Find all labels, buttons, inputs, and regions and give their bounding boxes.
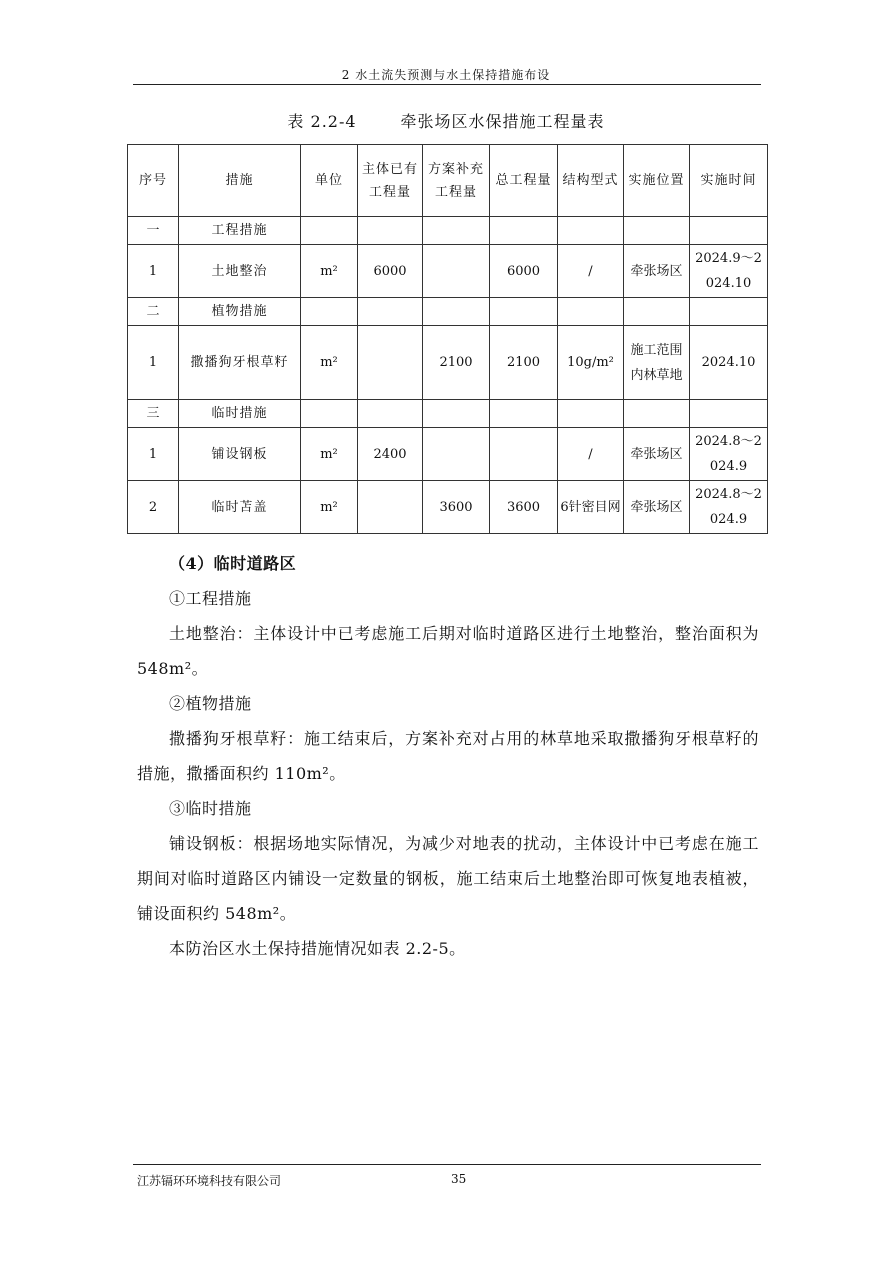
cell-measure: 工程措施: [179, 217, 301, 245]
header-rule: [133, 84, 761, 85]
cell-supplement-qty: 2100: [423, 326, 490, 400]
running-header: 2 水土流失预测与水土保持措施布设: [341, 68, 551, 82]
cell-time: 2024.9～2024.10: [690, 245, 768, 298]
cell-index: 2: [128, 481, 179, 534]
table-row: [128, 245, 768, 298]
cell: [558, 400, 624, 428]
cell: [423, 217, 490, 245]
cell-measure: 临时苫盖: [179, 481, 301, 534]
cell: [490, 217, 558, 245]
subheading-temporary: ③临时措施: [169, 799, 252, 818]
cell-location: 牵张场区: [624, 428, 690, 481]
footer-rule: [133, 1164, 761, 1165]
cell: [358, 400, 423, 428]
cell: [690, 298, 768, 326]
cell-index: 1: [128, 245, 179, 298]
cell-index: 1: [128, 326, 179, 400]
paragraph: 本防治区水土保持措施情况如表 2.2-5。: [169, 939, 466, 958]
col-header: 实施时间: [690, 145, 768, 217]
paragraph: 铺设钢板：根据场地实际情况，为减少对地表的扰动，主体设计中已考虑在施工期间对临时道路区内铺设一定数量的钢板，施工结束后土地整治即可恢复地表植被，铺设面积约 548m²。: [137, 834, 759, 923]
cell-structure: 10g/m²: [558, 326, 624, 400]
category-row: [128, 400, 768, 428]
cell: [423, 298, 490, 326]
col-header: 结构型式: [558, 145, 624, 217]
cell: [624, 298, 690, 326]
col-header: 实施位置: [624, 145, 690, 217]
cell-supplement-qty: [423, 428, 490, 481]
cell-structure: /: [558, 428, 624, 481]
cell-index: 一: [128, 217, 179, 245]
cell: [423, 400, 490, 428]
subheading-engineering: ①工程措施: [169, 589, 252, 608]
cell: [301, 298, 358, 326]
cell: [558, 217, 624, 245]
table-row: [128, 481, 768, 534]
quantity-table: [127, 144, 768, 534]
cell-index: 1: [128, 428, 179, 481]
table-header-row: [128, 145, 768, 217]
cell-location: 牵张场区: [624, 245, 690, 298]
cell: [624, 400, 690, 428]
paragraph: 土地整治：主体设计中已考虑施工后期对临时道路区进行土地整治，整治面积为 548m²。: [137, 624, 759, 678]
cell-total-qty: 6000: [490, 245, 558, 298]
page-number: 35: [451, 1172, 467, 1186]
cell: [490, 298, 558, 326]
cell-unit: m²: [301, 428, 358, 481]
col-header: 措施: [179, 145, 301, 217]
cell-unit: m²: [301, 245, 358, 298]
table-caption: [0, 109, 892, 132]
category-row: [128, 217, 768, 245]
table-title: 牵张场区水保措施工程量表: [400, 112, 605, 131]
cell-time: 2024.8～2024.9: [690, 481, 768, 534]
cell-total-qty: 3600: [490, 481, 558, 534]
cell-time: 2024.10: [690, 326, 768, 400]
cell: [301, 217, 358, 245]
cell-existing-qty: [358, 481, 423, 534]
cell-unit: m²: [301, 481, 358, 534]
cell-existing-qty: [358, 326, 423, 400]
paragraph: 撒播狗牙根草籽：施工结束后，方案补充对占用的林草地采取撒播狗牙根草籽的措施，撒播面积约 110m²。: [137, 729, 759, 783]
cell-measure: 撒播狗牙根草籽: [179, 326, 301, 400]
col-header: 主体已有工程量: [358, 145, 423, 217]
cell-measure: 土地整治: [179, 245, 301, 298]
cell-location: 施工范围内林草地: [624, 326, 690, 400]
cell-structure: 6针密目网: [558, 481, 624, 534]
cell-structure: /: [558, 245, 624, 298]
cell: [690, 400, 768, 428]
subheading-vegetation: ②植物措施: [169, 694, 252, 713]
cell: [358, 298, 423, 326]
cell: [690, 217, 768, 245]
cell-supplement-qty: [423, 245, 490, 298]
cell: [624, 217, 690, 245]
col-header: 方案补充工程量: [423, 145, 490, 217]
cell-time: 2024.8～2024.9: [690, 428, 768, 481]
section-heading: （4）临时道路区: [169, 554, 297, 573]
table-row: [128, 428, 768, 481]
cell-total-qty: [490, 428, 558, 481]
cell: [301, 400, 358, 428]
cell: [558, 298, 624, 326]
footer-company: 江苏镉环环境科技有限公司: [137, 1174, 282, 1188]
cell: [358, 217, 423, 245]
cell-unit: m²: [301, 326, 358, 400]
cell-supplement-qty: 3600: [423, 481, 490, 534]
table-number: 表 2.2-4: [287, 112, 357, 131]
cell-existing-qty: 6000: [358, 245, 423, 298]
body-text: [137, 546, 759, 966]
category-row: [128, 298, 768, 326]
cell-index: 二: [128, 298, 179, 326]
col-header: 单位: [301, 145, 358, 217]
col-header: 总工程量: [490, 145, 558, 217]
cell-index: 三: [128, 400, 179, 428]
cell-existing-qty: 2400: [358, 428, 423, 481]
cell-measure: 铺设钢板: [179, 428, 301, 481]
cell-measure: 植物措施: [179, 298, 301, 326]
col-header: 序号: [128, 145, 179, 217]
cell-location: 牵张场区: [624, 481, 690, 534]
table-row: [128, 326, 768, 400]
cell: [490, 400, 558, 428]
cell-total-qty: 2100: [490, 326, 558, 400]
cell-measure: 临时措施: [179, 400, 301, 428]
